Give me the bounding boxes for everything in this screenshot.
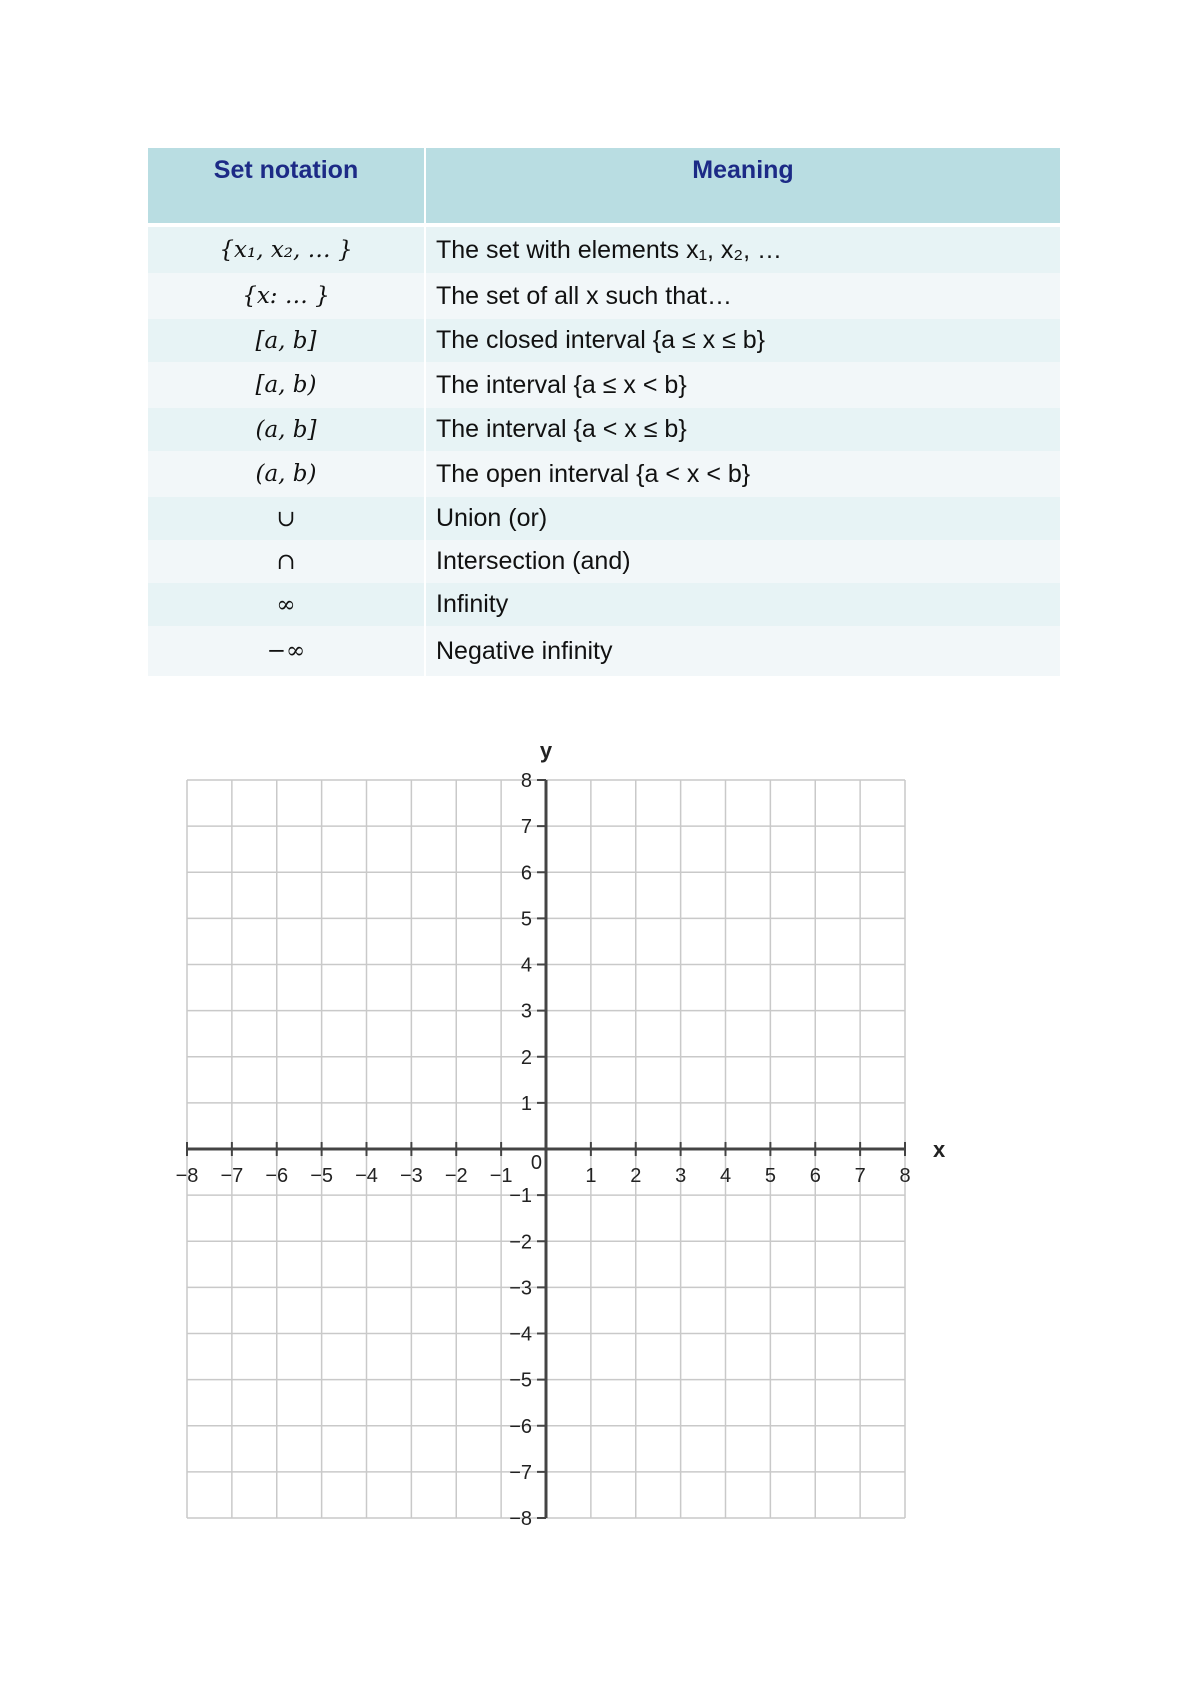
notation-cell: ∪	[148, 497, 425, 540]
notation-cell: ∩	[148, 540, 425, 583]
x-tick-label: −7	[220, 1165, 244, 1187]
meaning-cell: Infinity	[425, 583, 1060, 626]
meaning-cell: The open interval {a < x < b}	[425, 451, 1060, 497]
y-tick-label: 7	[520, 816, 532, 839]
y-tick-label: −6	[509, 1415, 532, 1438]
x-tick-label: 3	[675, 1165, 687, 1187]
y-tick-label: 8	[520, 770, 532, 792]
x-tick-label: −4	[355, 1165, 378, 1187]
notation-cell: {x: … }	[148, 273, 425, 319]
header-set-notation: Set notation	[148, 148, 425, 223]
x-tick-label: −8	[175, 1165, 199, 1187]
meaning-cell: Intersection (and)	[425, 540, 1060, 583]
y-tick-label: −8	[509, 1508, 532, 1530]
y-tick-label: 4	[520, 954, 532, 977]
meaning-cell: The interval {a ≤ x < b}	[425, 362, 1060, 408]
y-tick-label: 6	[520, 862, 532, 885]
meaning-cell: The closed interval {a ≤ x ≤ b}	[425, 319, 1060, 362]
y-tick-label: 2	[520, 1046, 532, 1069]
x-tick-label: −2	[444, 1165, 468, 1187]
meaning-cell: The set with elements x₁, x₂, …	[425, 227, 1060, 273]
x-tick-label: −1	[489, 1165, 513, 1187]
notation-cell: [a, b)	[148, 362, 425, 408]
y-tick-label: −3	[509, 1277, 532, 1300]
y-axis-label: y	[539, 738, 553, 763]
y-tick-label: 5	[520, 908, 532, 931]
y-tick-label: 1	[520, 1092, 532, 1115]
x-tick-label: −5	[310, 1165, 334, 1187]
y-tick-label: −2	[509, 1231, 532, 1254]
meaning-cell: The interval {a < x ≤ b}	[425, 408, 1060, 451]
notation-cell: {x₁, x₂, … }	[148, 227, 425, 273]
y-tick-label: −5	[509, 1369, 532, 1392]
x-tick-label: −6	[265, 1165, 289, 1187]
x-tick-label: 1	[585, 1165, 597, 1187]
header-meaning: Meaning	[425, 148, 1060, 223]
x-tick-label: 2	[630, 1165, 642, 1187]
x-tick-label: −3	[399, 1165, 423, 1187]
x-tick-label: 4	[719, 1165, 732, 1187]
notation-cell: (a, b]	[148, 408, 425, 451]
x-tick-label: 6	[809, 1165, 821, 1187]
notation-cell: ∞	[148, 583, 425, 626]
y-tick-label: −7	[509, 1461, 532, 1484]
x-axis-label: x	[933, 1137, 946, 1162]
meaning-cell: Union (or)	[425, 497, 1060, 540]
x-tick-label: 7	[854, 1165, 866, 1187]
x-tick-label: 8	[899, 1165, 911, 1187]
x-tick-label: 5	[764, 1165, 776, 1187]
meaning-cell: Negative infinity	[425, 626, 1060, 676]
notation-cell: (a, b)	[148, 451, 425, 497]
origin-label: 0	[530, 1152, 542, 1174]
notation-cell: −∞	[148, 626, 425, 676]
y-tick-label: −4	[509, 1323, 532, 1346]
y-tick-label: 3	[520, 1000, 532, 1023]
notation-cell: [a, b]	[148, 319, 425, 362]
y-tick-label: −1	[509, 1185, 532, 1208]
meaning-cell: The set of all x such that…	[425, 273, 1060, 319]
